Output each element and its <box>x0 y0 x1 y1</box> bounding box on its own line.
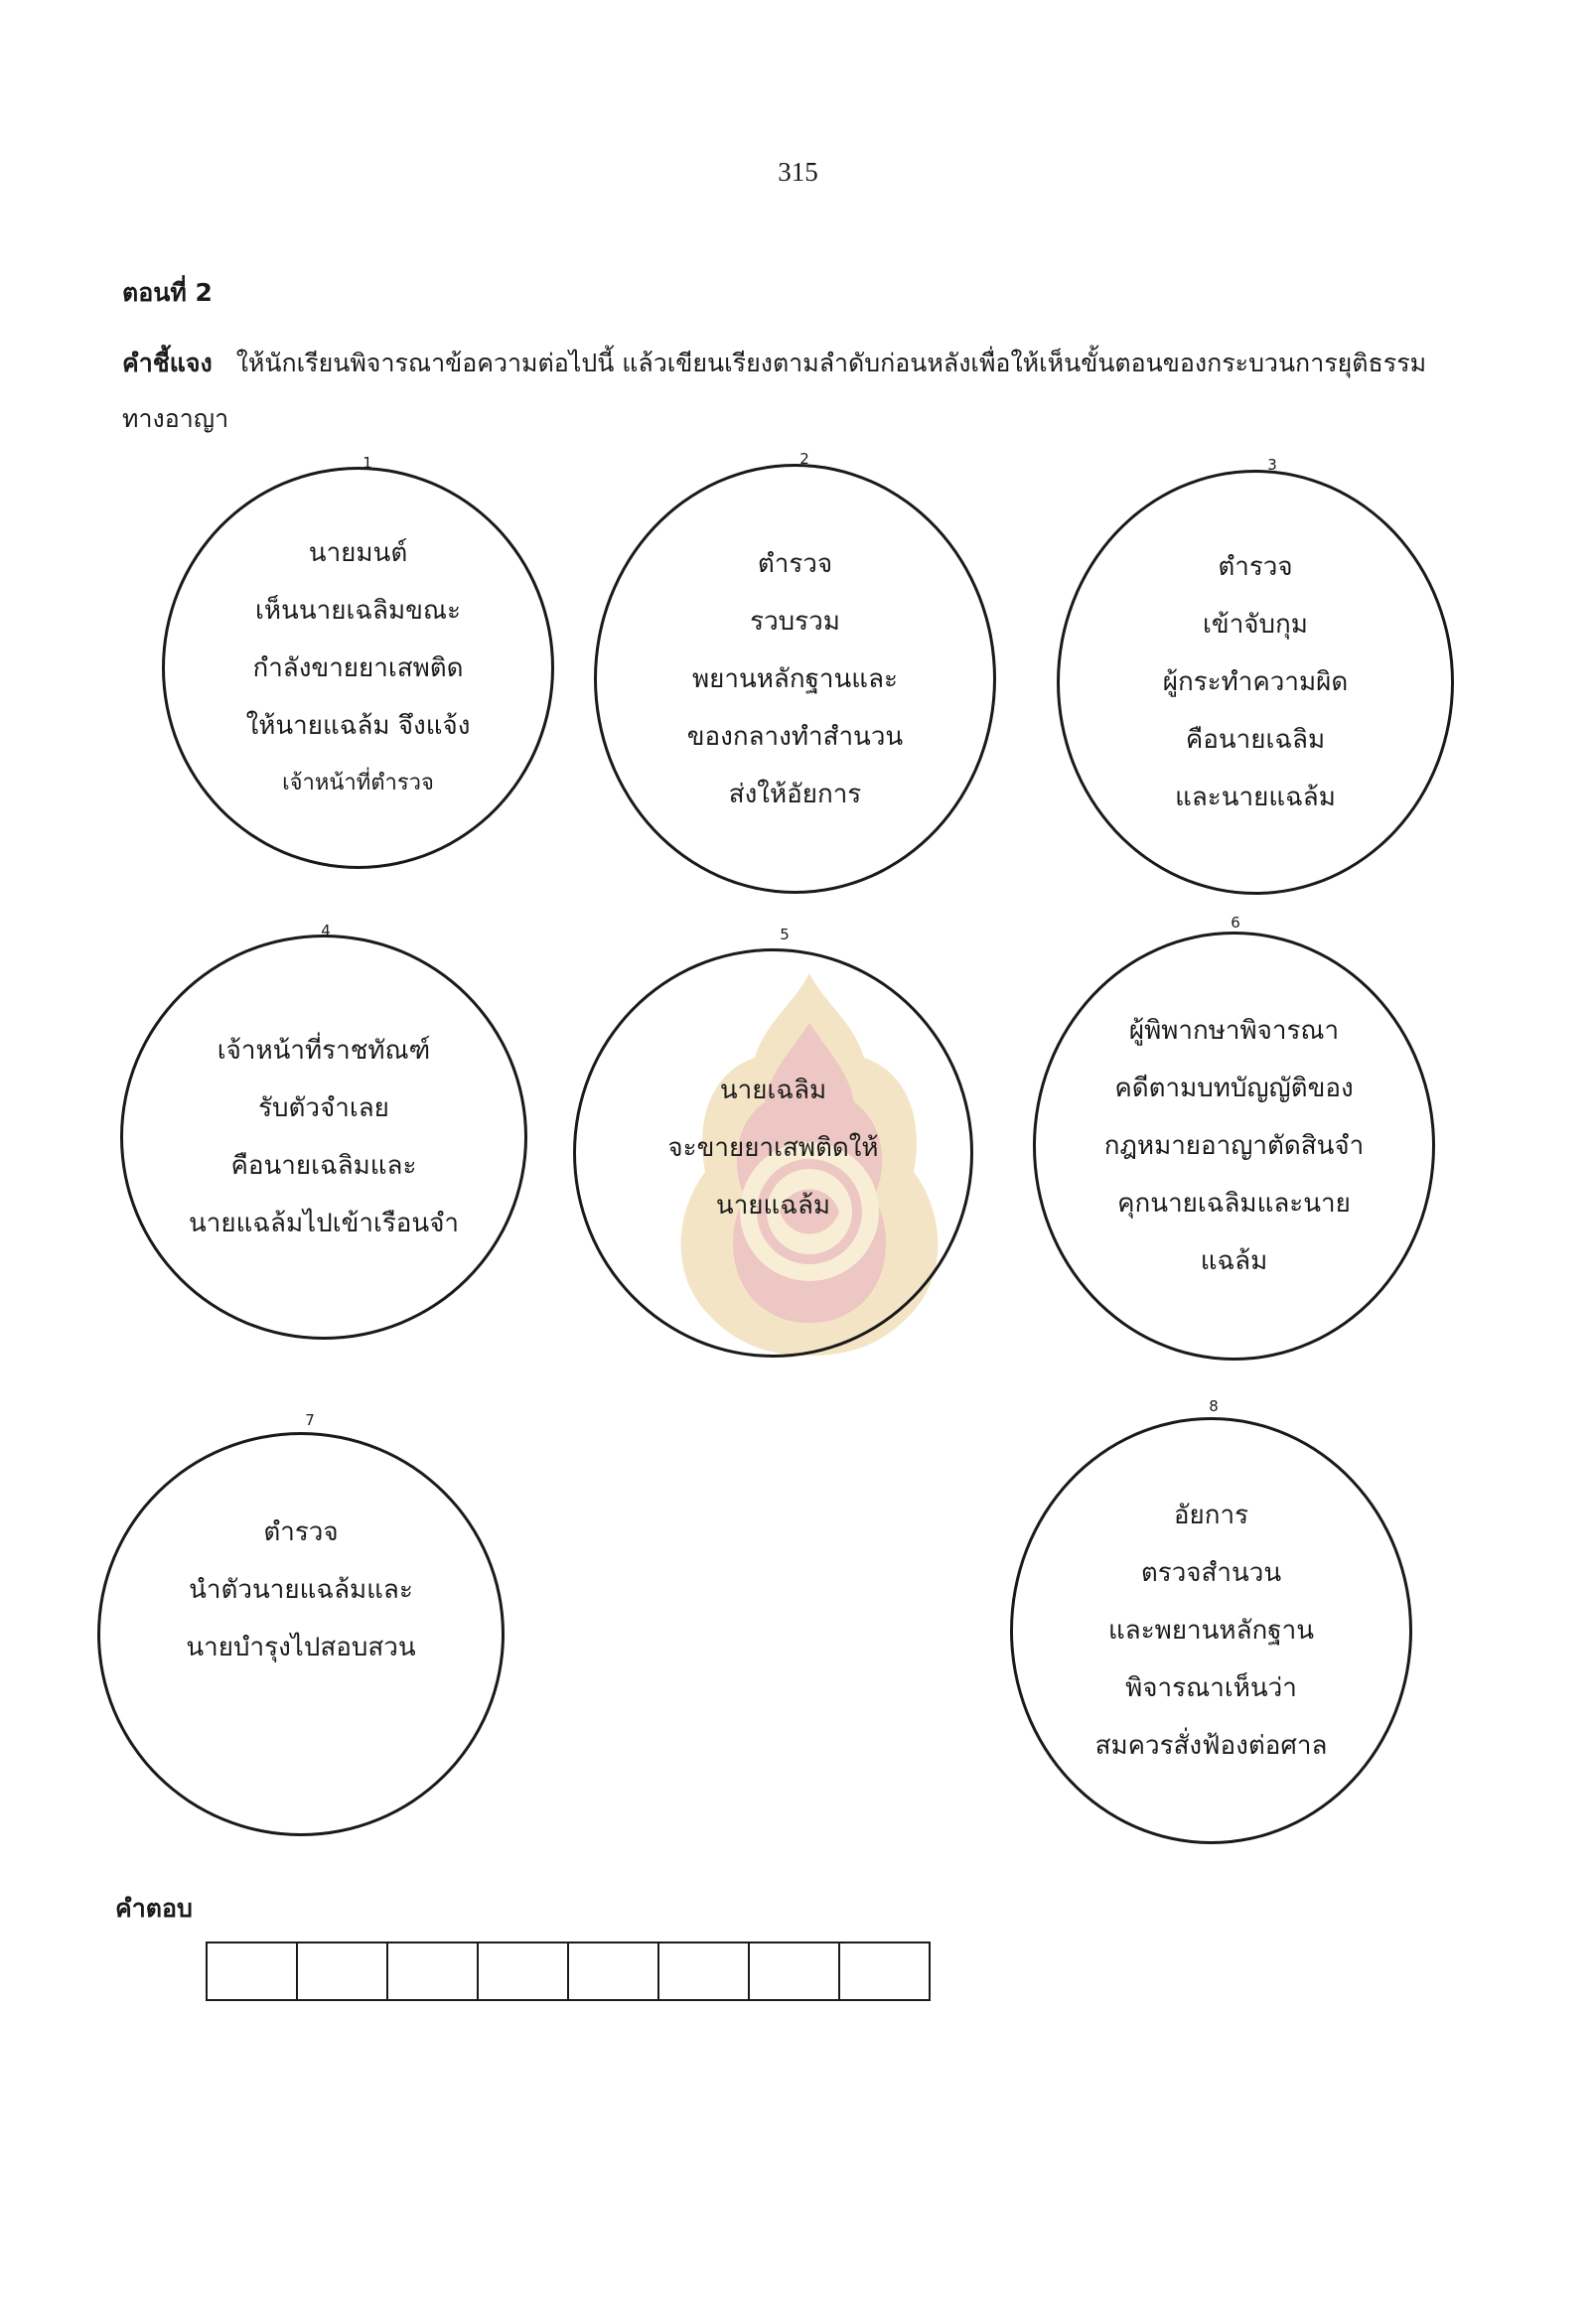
circle-8-text <box>1041 1487 1381 1775</box>
circle-1-line-5: เจ้าหน้าที่ตำรวจ <box>282 770 434 795</box>
circle-7-line-3: นายบำรุงไปสอบสวน <box>186 1632 416 1662</box>
answer-box-5[interactable] <box>569 1943 659 1999</box>
answer-box-1[interactable] <box>208 1943 298 1999</box>
circle-7-line-1: ตำรวจ <box>263 1516 339 1547</box>
answer-boxes <box>206 1942 931 2001</box>
instruction-text: ให้นักเรียนพิจารณาข้อความต่อไปนี้ แล้วเขียนเรียงตามลำดับก่อนหลังเพื่อให้เห็นขั้นตอนของกระบวนการยุติธรรมทางอาญา <box>122 349 1427 433</box>
instruction-label: คำชี้แจง <box>122 349 213 377</box>
instruction <box>122 336 1443 447</box>
circle-3-line-1: ตำรวจ <box>1218 552 1293 582</box>
answer-label: คำตอบ <box>115 1894 193 1923</box>
circle-5 <box>573 948 973 1358</box>
circle-7 <box>97 1432 505 1836</box>
circle-number-6: 6 <box>1231 914 1240 932</box>
circle-8-line-4: พิจารณาเห็นว่า <box>1125 1673 1297 1703</box>
circle-2-line-2: รวบรวม <box>750 606 840 637</box>
page-number: 315 <box>778 157 818 187</box>
circle-6-line-3: กฎหมายอาญาตัดสินจำ <box>1103 1131 1365 1161</box>
circle-2-line-4: ของกลางทำสำนวน <box>686 721 904 752</box>
circle-6-line-4: คุกนายเฉลิมและนาย <box>1117 1189 1351 1219</box>
answer-box-3[interactable] <box>388 1943 479 1999</box>
circle-number-3: 3 <box>1267 456 1277 474</box>
circle-3-line-2: เข้าจับกุม <box>1203 610 1308 640</box>
part-title: ตอนที่ 2 <box>122 278 213 307</box>
circle-number-2: 2 <box>799 450 809 468</box>
circle-3 <box>1057 470 1454 895</box>
circle-2-line-5: ส่งให้อัยการ <box>728 779 862 809</box>
answer-box-6[interactable] <box>659 1943 750 1999</box>
circle-number-5: 5 <box>780 926 790 943</box>
circle-2-line-3: พยานหลักฐานและ <box>692 663 898 694</box>
circle-4-line-2: รับตัวจำเลย <box>258 1093 389 1123</box>
circle-8-line-2: ตรวจสำนวน <box>1140 1558 1282 1588</box>
circle-1-line-2: เห็นนายเฉลิมขณะ <box>255 595 461 626</box>
circle-1-line-4: ให้นายแฉล้ม จึงแจ้ง <box>245 710 471 741</box>
circle-1-text <box>192 524 524 812</box>
circle-4-text <box>151 1022 496 1252</box>
circle-6-line-2: คดีตามบทบัญญัติของ <box>1114 1074 1354 1103</box>
answer-box-4[interactable] <box>479 1943 569 1999</box>
circle-number-1: 1 <box>363 454 372 472</box>
circle-6-line-5: แฉล้ม <box>1200 1246 1268 1276</box>
circle-4-line-1: เจ้าหน้าที่ราชทัณฑ์ <box>217 1036 431 1066</box>
circle-2 <box>594 464 996 894</box>
circle-2-text <box>625 535 965 823</box>
circle-8 <box>1010 1417 1412 1844</box>
circle-1-line-1: นายมนต์ <box>308 537 408 568</box>
circle-6-line-1: ผู้พิพากษาพิจารณา <box>1128 1016 1340 1046</box>
circle-6-text <box>1064 1002 1404 1290</box>
answer-box-8[interactable] <box>840 1943 929 1999</box>
circle-3-line-3: ผู้กระทำความผิด <box>1162 667 1349 697</box>
circle-7-text <box>128 1504 473 1676</box>
circle-number-4: 4 <box>321 922 331 939</box>
circle-5-text <box>604 1062 943 1234</box>
circle-2-line-1: ตำรวจ <box>757 548 833 579</box>
answer-box-7[interactable] <box>750 1943 840 1999</box>
answer-box-2[interactable] <box>298 1943 388 1999</box>
circle-number-7: 7 <box>305 1411 315 1429</box>
circle-4-line-3: คือนายเฉลิมและ <box>230 1151 417 1181</box>
circle-3-line-4: คือนายเฉลิม <box>1185 725 1326 755</box>
circle-number-8: 8 <box>1209 1397 1219 1415</box>
circle-6 <box>1033 932 1435 1361</box>
circle-4-line-4: นายแฉล้มไปเข้าเรือนจำ <box>188 1209 460 1238</box>
circle-5-line-1: นายเฉลิม <box>719 1076 827 1105</box>
circle-8-line-5: สมควรสั่งฟ้องต่อศาล <box>1094 1731 1328 1761</box>
circle-3-line-5: และนายแฉล้ม <box>1175 783 1336 812</box>
circle-1 <box>162 467 554 869</box>
circle-5-line-3: นายแฉล้ม <box>715 1191 831 1221</box>
circle-3-text <box>1088 538 1424 826</box>
circle-5-line-2: จะขายยาเสพติดให้ <box>667 1133 879 1163</box>
circle-4 <box>120 935 527 1340</box>
circle-1-line-3: กำลังขายยาเสพติด <box>252 652 464 683</box>
circle-8-line-1: อัยการ <box>1173 1501 1249 1530</box>
circle-8-line-3: และพยานหลักฐาน <box>1108 1616 1314 1646</box>
circle-7-line-2: นำตัวนายแฉล้มและ <box>189 1574 413 1605</box>
